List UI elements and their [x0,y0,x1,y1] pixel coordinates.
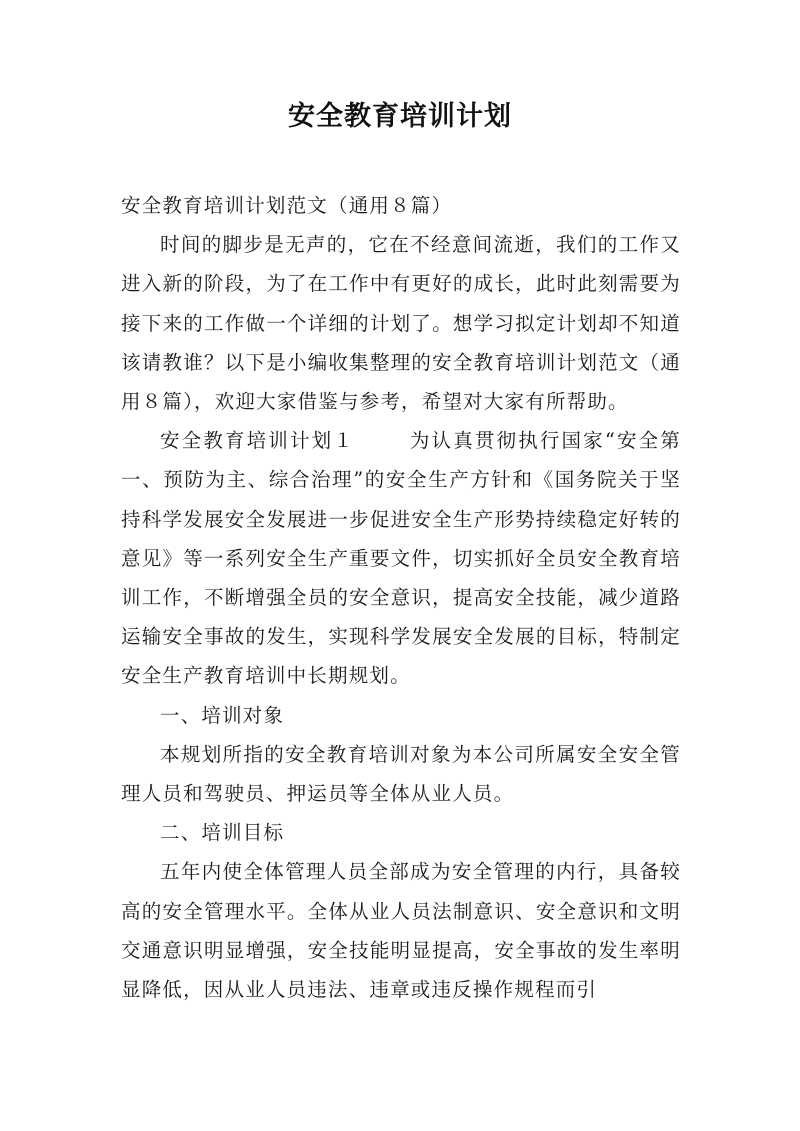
section1-paragraph: 本规划所指的安全教育培训对象为本公司所属安全安全管理人员和驾驶员、押运员等全体从业人员。 [121,742,681,806]
section2-heading: 二、培训目标 [160,821,285,845]
plan1-heading: 安全教育培训计划１ [160,429,355,453]
document-title: 安全教育培训计划 [288,101,512,132]
intro-paragraph: 时间的脚步是无声的，它在不经意间流逝，我们的工作又进入新的阶段，为了在工作中有更好的成长，此时此刻需要为接下来的工作做一个详细的计划了。想学习拟定计划却不知道该请教谁？以下是小编收集整理的安全教育培训计划范文（通用８篇），欢迎大家借鉴与参考，希望对大家有所帮助。 [121,233,681,414]
plan1-body: 为认真贯彻执行国家“安全第一、预防为主、综合治理”的安全生产方针和《国务院关于坚持科学发展安全发展进一步促进安全生产形势持续稳定好转的意见》等一系列安全生产重要文件，切实抓好全员安全教育培训工作，不断增强全员的安全意识，提高安全技能，减少道路运输安全事故的发生，实现科学发展安全发展的目标，特制定安全生产教育培训中长期规划。 [121,429,681,688]
section2-paragraph: 五年内使全体管理人员全部成为安全管理的内行，具备较高的安全管理水平。全体从业人员法制意识、安全意识和文明交通意识明显增强，安全技能明显提高，安全事故的发生率明显降低，因从业人员违法、违章或违反操作规程而引 [121,860,681,1002]
section1-heading: 一、培训对象 [160,703,285,727]
document-body [121,186,681,1009]
document-subtitle: 安全教育培训计划范文（通用８篇） [121,194,453,217]
plan1-paragraph [121,421,681,695]
